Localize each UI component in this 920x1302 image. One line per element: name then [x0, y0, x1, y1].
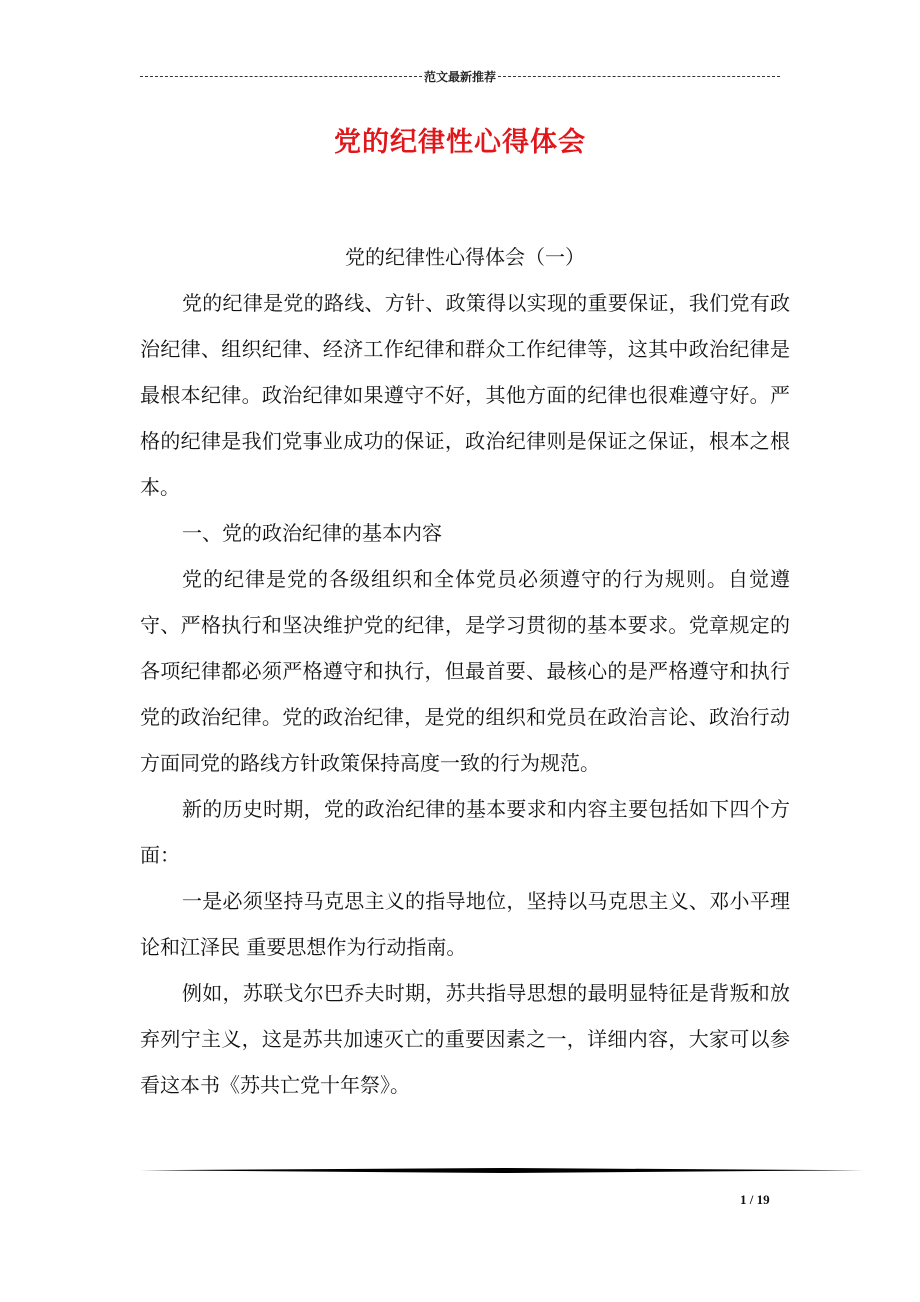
document-title: 党的纪律性心得体会: [334, 127, 586, 158]
page-header: [140, 66, 780, 86]
header-label: 范文最新推荐: [424, 69, 497, 84]
paragraph: 新的历史时期，党的政治纪律的基本要求和内容主要包括如下四个方面：: [140, 797, 790, 867]
footer-divider: [140, 1168, 864, 1173]
header-dash-right: [498, 76, 780, 77]
paragraph: 例如，苏联戈尔巴乔夫时期，苏共指导思想的最明显特征是背叛和放弃列宁主义，这是苏共加速灭亡的重要因素之一，详细内容，大家可以参看这本书《苏共亡党十年祭》。: [140, 981, 790, 1097]
paragraph: 党的纪律是党的路线、方针、政策得以实现的重要保证，我们党有政治纪律、组织纪律、经济工作纪律和群众工作纪律等，这其中政治纪律是最根本纪律。政治纪律如果遵守不好，其他方面的纪律也很难遵守好。严格的纪律是我们党事业成功的保证，政治纪律则是保证之保证，根本之根本。: [140, 291, 790, 499]
document-body: [140, 234, 790, 1108]
paragraph: 党的纪律是党的各级组织和全体党员必须遵守的行为规则。自觉遵守、严格执行和坚决维护党的纪律，是学习贯彻的基本要求。党章规定的各项纪律都必须严格遵守和执行，但最首要、最核心的是严格遵守和执行党的政治纪律。党的政治纪律，是党的组织和党员在政治言论、政治行动方面同党的路线方针政策保持高度一致的行为规范。: [140, 567, 790, 775]
section-heading: 一、党的政治纪律的基本内容: [182, 521, 442, 545]
page-indicator: 1 / 19: [740, 1192, 770, 1207]
paragraph: 一是必须坚持马克思主义的指导地位，坚持以马克思主义、邓小平理论和江泽民 重要思想作为行动指南。: [140, 889, 790, 959]
section-title: 党的纪律性心得体会（一）: [345, 245, 585, 269]
header-dash-left: [140, 76, 422, 77]
